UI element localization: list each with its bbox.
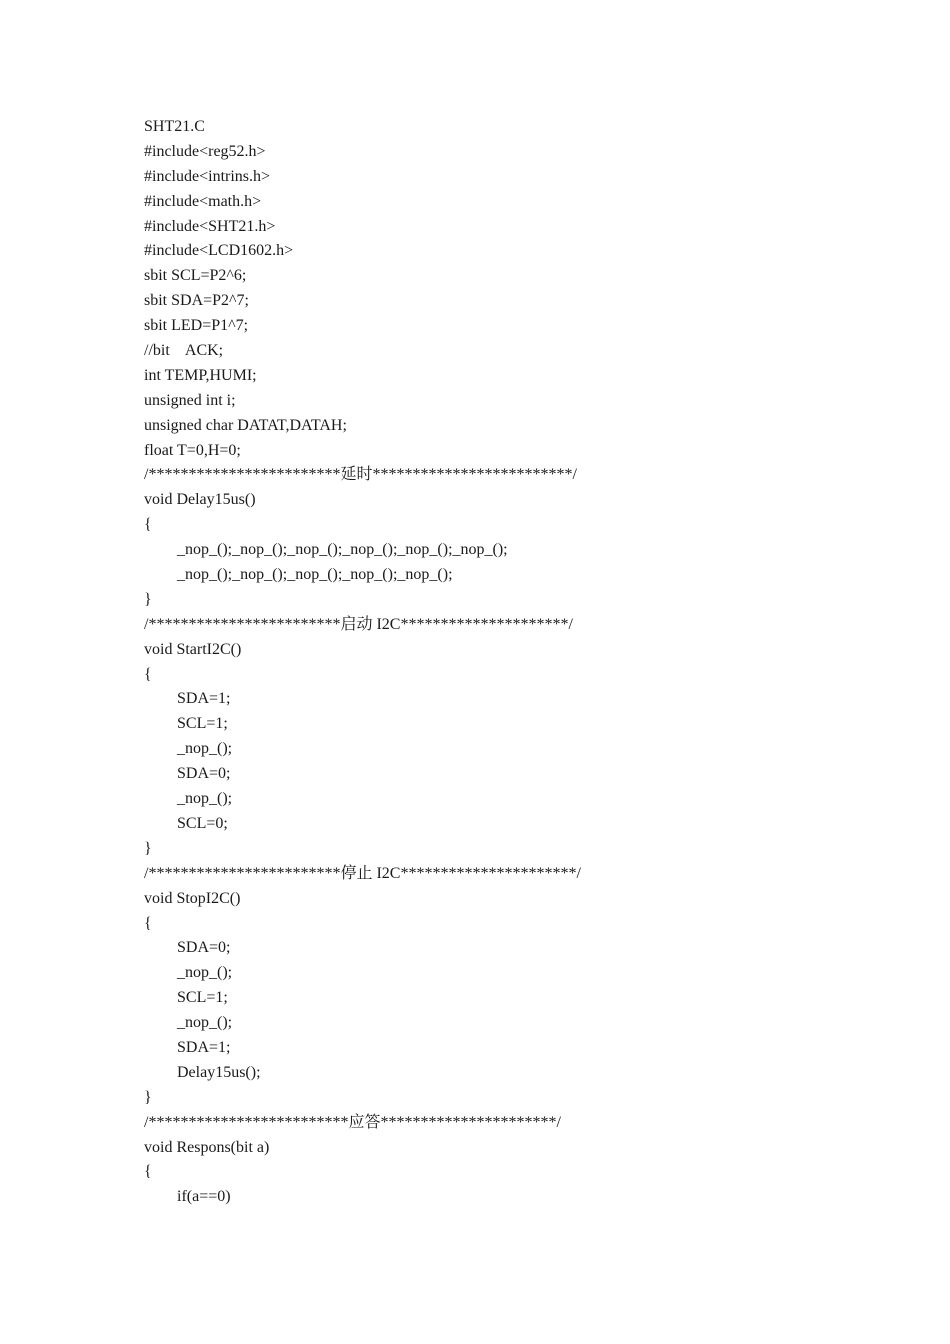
code-line: _nop_(); [177,740,233,758]
code-line: /*************************应答**********************/ [144,1113,561,1131]
code-line: /************************延时*************************/ [144,466,577,484]
code-line: _nop_();_nop_();_nop_();_nop_();_nop_();_nop_(); [177,541,508,559]
code-line: _nop_(); [177,1014,233,1032]
code-line: /************************启动 I2C*********************/ [144,615,573,633]
code-line: float T=0,H=0; [144,441,241,459]
code-line: SCL=1; [177,715,228,733]
code-line: SDA=1; [177,690,231,708]
code-line: SDA=0; [177,939,231,957]
code-line: sbit SDA=P2^7; [144,292,249,310]
code-line: { [144,516,152,534]
code-line: void StopI2C() [144,889,241,907]
code-line: unsigned int i; [144,391,236,409]
code-line: #include<math.h> [144,192,262,210]
code-line: sbit LED=P1^7; [144,317,249,335]
code-line: _nop_(); [177,790,233,808]
code-line: unsigned char DATAT,DATAH; [144,416,347,434]
code-line: sbit SCL=P2^6; [144,267,247,285]
code-line: SDA=0; [177,765,231,783]
code-line: _nop_(); [177,964,233,982]
code-line: } [144,839,152,857]
code-line: } [144,590,152,608]
code-line: void Respons(bit a) [144,1138,270,1156]
code-line: Delay15us(); [177,1063,261,1081]
code-line: #include<SHT21.h> [144,217,276,235]
code-line: /************************停止 I2C**********************/ [144,864,581,882]
code-line: } [144,1088,152,1106]
code-line: #include<reg52.h> [144,142,266,160]
code-line: #include<intrins.h> [144,167,271,185]
code-line: int TEMP,HUMI; [144,366,257,384]
code-line: SDA=1; [177,1038,231,1056]
code-line: //bit ACK; [144,342,224,360]
code-line: SCL=1; [177,989,228,1007]
code-listing [144,115,904,1210]
code-line: { [144,1163,152,1181]
code-line: SHT21.C [144,118,205,135]
code-line: { [144,914,152,932]
code-line: if(a==0) [177,1188,231,1206]
code-line: _nop_();_nop_();_nop_();_nop_();_nop_(); [177,566,453,584]
code-line: #include<LCD1602.h> [144,242,294,260]
code-line: { [144,665,152,683]
code-line: void Delay15us() [144,491,256,509]
code-line: void StartI2C() [144,640,242,658]
code-line: SCL=0; [177,814,228,832]
